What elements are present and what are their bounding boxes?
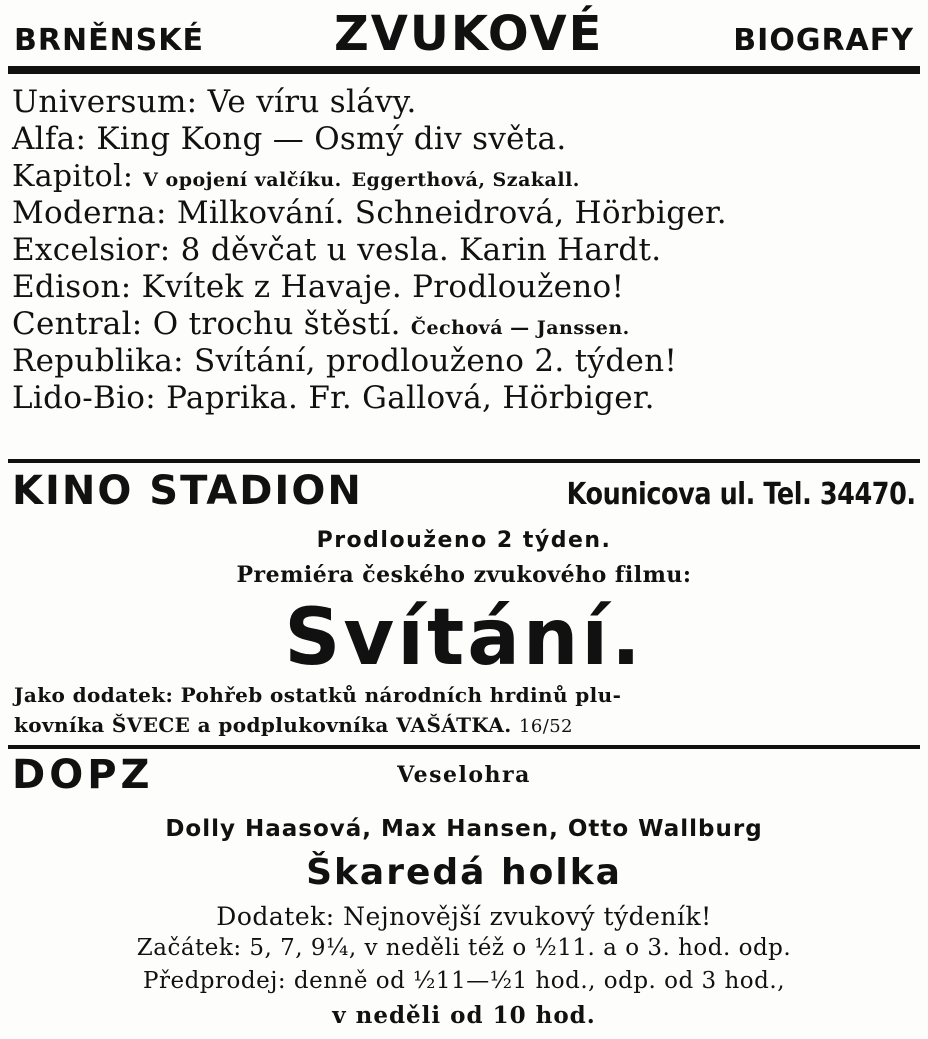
- stadion-line1: Prodlouženo 2 týden.: [316, 528, 612, 553]
- stadion-addendum-line2: kovníka ŠVECE a podplukovníka VAŠÁTKA.: [14, 713, 512, 737]
- cinema-film: O trochu štěstí.: [152, 306, 401, 342]
- divider-lower: [8, 745, 920, 749]
- stadion-film-title: Svítání.: [284, 593, 644, 683]
- stadion-line2: Premiéra českého zvukového filmu:: [236, 562, 692, 588]
- header-left: BRNĚNSKÉ: [14, 23, 205, 58]
- dopz-genre: Veselohra: [397, 762, 531, 788]
- stadion-code: 16/52: [519, 716, 573, 737]
- cinema-list: [12, 84, 918, 417]
- dopz-info4: v neděli od 10 hod.: [332, 1002, 596, 1029]
- dopz-info2: Začátek: 5, 7, 9¼, v neděli též o ½11. a o 3. hod. odp.: [136, 935, 792, 961]
- cinema-film: Paprika. Fr. Gallová, Hörbiger.: [166, 380, 655, 416]
- dopz-cast: Dolly Haasová, Max Hansen, Otto Wallburg: [165, 816, 763, 842]
- stadion-addendum: [14, 680, 918, 742]
- header-right: BIOGRAFY: [733, 23, 914, 58]
- stadion-title: KINO STADION: [12, 468, 363, 514]
- cinema-film: Milkování. Schneidrová, Hörbiger.: [176, 195, 727, 231]
- cinema-entry: [12, 343, 918, 380]
- cinema-name: Lido-Bio:: [12, 380, 156, 416]
- cinema-entry: [12, 158, 918, 195]
- cinema-name: Central:: [12, 306, 143, 342]
- dopz-title: DOPZ: [12, 752, 154, 798]
- stadion-header: [0, 468, 928, 518]
- cinema-film: Svítání, prodlouženo 2. týden!: [194, 343, 678, 379]
- dopz-header: [0, 752, 928, 796]
- cinema-film: Kvítek z Havaje. Prodlouženo!: [141, 269, 625, 305]
- cinema-name: Universum:: [12, 84, 198, 120]
- cinema-film: V opojení valčíku.: [143, 169, 342, 191]
- cinema-extra: Eggerthová, Szakall.: [351, 169, 580, 191]
- cinema-name: Alfa:: [12, 121, 87, 157]
- cinema-entry: [12, 84, 918, 121]
- cinema-name: Excelsior:: [12, 232, 171, 268]
- cinema-film: Ve víru slávy.: [207, 84, 417, 120]
- divider-middle: [8, 459, 920, 463]
- stadion-addendum-line1: Jako dodatek: Pohřeb ostatků národních hrdinů plu-: [14, 683, 622, 707]
- cinema-entry: [12, 121, 918, 158]
- stadion-addendum-line2-wrap: [14, 710, 918, 742]
- dopz-info1: Dodatek: Nejnovější zvukový týdeník!: [216, 902, 712, 931]
- header: [0, 6, 928, 62]
- cinema-film: 8 děvčat u vesla. Karin Hardt.: [180, 232, 662, 268]
- dopz-info3: Předprodej: denně od ½11—½1 hod., odp. od 3 hod.,: [142, 968, 786, 994]
- header-middle: ZVUKOVÉ: [333, 6, 604, 62]
- cinema-name: Moderna:: [12, 195, 167, 231]
- cinema-entry: [12, 195, 918, 232]
- cinema-entry: [12, 380, 918, 417]
- divider-top: [8, 66, 920, 74]
- cinema-entry: [12, 269, 918, 306]
- cinema-name: Edison:: [12, 269, 132, 305]
- dopz-film-title: Škaredá holka: [306, 852, 622, 893]
- stadion-contact: Kounicova ul. Tel. 34470.: [566, 477, 916, 512]
- cinema-entry: [12, 306, 918, 343]
- cinema-film: King Kong — Osmý div světa.: [96, 121, 567, 157]
- cinema-entry: [12, 232, 918, 269]
- cinema-name: Republika:: [12, 343, 184, 379]
- cinema-extra: Čechová — Janssen.: [410, 317, 630, 339]
- cinema-name: Kapitol:: [12, 159, 134, 194]
